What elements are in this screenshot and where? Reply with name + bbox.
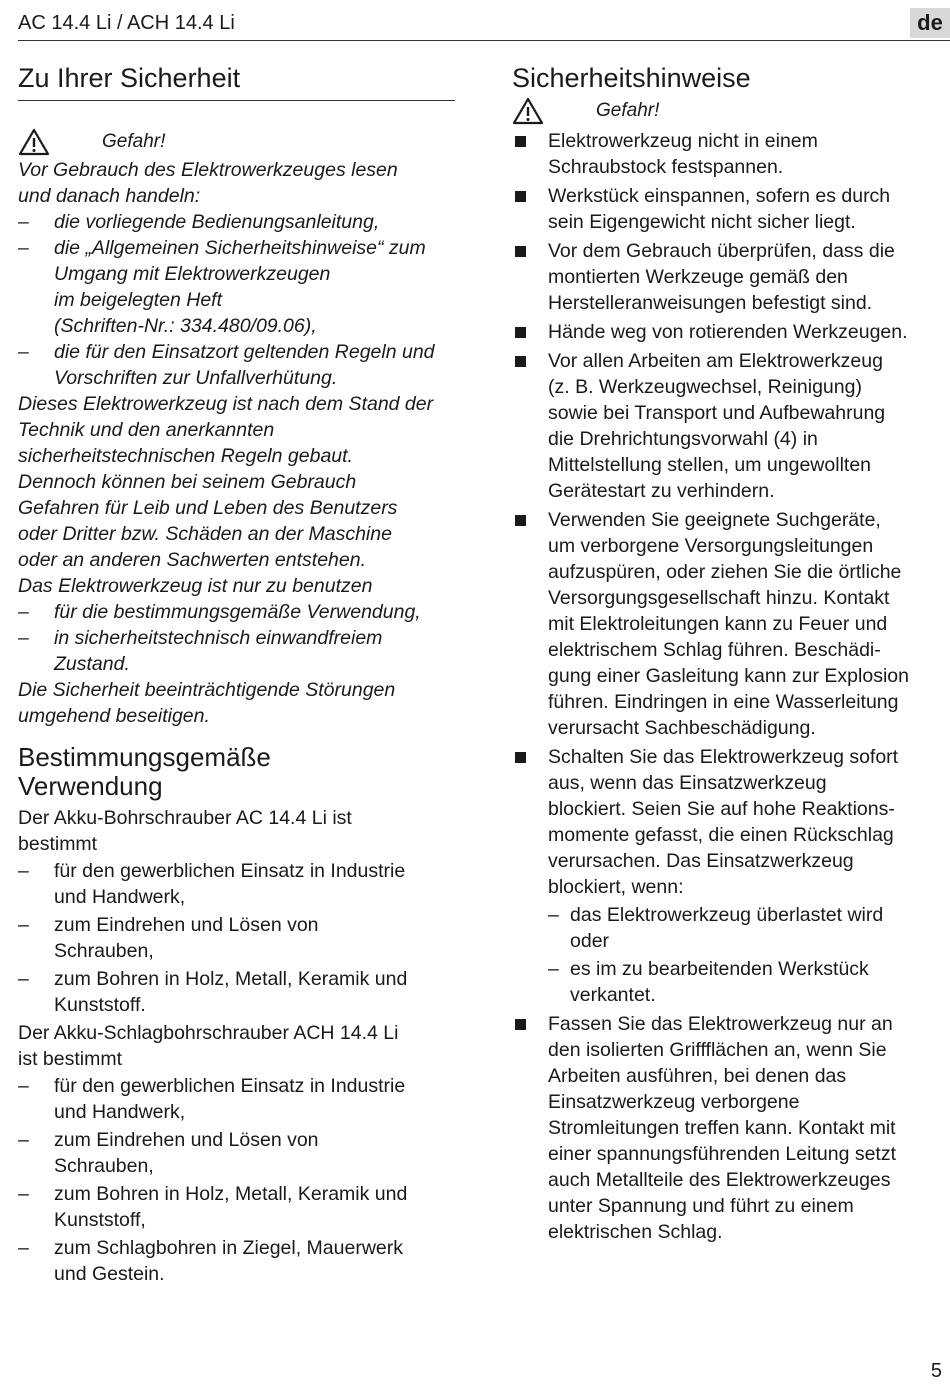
list-item: – zum Bohren in Holz, Metall, Keramik und Kunststoff,: [18, 1181, 455, 1233]
warning-triangle-icon: [512, 97, 544, 125]
list-item: – für den gewerblichen Einsatz in Industrie und Handwerk,: [18, 858, 455, 910]
bullet-square-icon: [515, 136, 526, 147]
warning-row: [512, 96, 948, 126]
blocking-conditions-list: [548, 902, 948, 1008]
warning-row: [18, 127, 455, 157]
bullet-square-icon: [515, 752, 526, 763]
list-item: – die für den Einsatzort geltenden Regeln und Vorschriften zur Unfallverhütung.: [18, 339, 455, 391]
list-item: – für die bestimmungsgemäße Verwendung,: [18, 599, 455, 625]
list-item: Vor dem Gebrauch überprüfen, dass die montierten Werkzeuge gemäß den Herstelleranweisungen befestigt sind.: [512, 238, 948, 316]
list-item: – zum Eindrehen und Lösen von Schrauben,: [18, 1127, 455, 1179]
list-item: Verwenden Sie geeignete Suchgeräte, um verborgene Versorgungsleitungen aufzuspüren, oder ziehen Sie die örtliche Versorgungsgesellschaft hinzu. Kontakt mit Elektroleitungen kann zu Feuer und elektrischem Schlag führen. Beschädi- gung einer Gasleitung kann zur Explosion führen. Eindringen in eine Wasserleitung verursacht Sachbeschädigung.: [512, 507, 948, 741]
list-item: – zum Bohren in Holz, Metall, Keramik und Kunststoff.: [18, 966, 455, 1018]
warning-label: Gefahr!: [102, 131, 166, 152]
read-list: [18, 209, 455, 391]
intended-use-title: Bestimmungsgemäße Verwendung: [18, 742, 271, 801]
warning-label: Gefahr!: [596, 100, 660, 121]
header-title: AC 14.4 Li / ACH 14.4 Li: [18, 12, 235, 34]
list-item: – zum Schlagbohren in Ziegel, Mauerwerk und Gestein.: [18, 1235, 455, 1287]
language-badge: de: [910, 8, 950, 38]
bullet-square-icon: [515, 246, 526, 257]
safety-intro: [18, 157, 455, 729]
bullet-square-icon: [515, 327, 526, 338]
list-item: Werkstück einspannen, sofern es durch sein Eigengewicht nicht sicher liegt.: [512, 183, 948, 235]
list-item: – es im zu bearbeitenden Werkstück verkantet.: [548, 956, 948, 1008]
list-item: Vor allen Arbeiten am Elektrowerkzeug (z. B. Werkzeugwechsel, Reinigung) sowie bei Transport und Aufbewahrung die Drehrichtungsvorwahl (4) in Mittelstellung stellen, um ungewollten Gerätestart zu verhindern.: [512, 348, 948, 504]
bullet-square-icon: [515, 1019, 526, 1030]
ach-intro: Der Akku-Schlagbohrschrauber ACH 14.4 Li ist bestimmt: [18, 1022, 399, 1070]
list-item: – die „Allgemeinen Sicherheitshinweise“ zum Umgang mit Elektrowerkzeugen im beigelegten Heft (Schriften-Nr.: 334.480/09.06),: [18, 235, 455, 339]
intro-text: Vor Gebrauch des Elektrowerkzeuges lesen und danach handeln:: [18, 159, 398, 207]
list-item: – in sicherheitstechnisch einwandfreiem Zustand.: [18, 625, 455, 677]
list-item: Fassen Sie das Elektrowerkzeug nur an den isolierten Griffflächen an, wenn Sie Arbeiten ausführen, bei denen das Einsatzwerkzeug verborgene Stromleitungen treffen kann. Kontakt mit einer spannungsführenden Leitung setzt auch Metallteile des Elektrowerkzeuges unter Spannung und führt zu einem elektrischen Schlag.: [512, 1011, 948, 1245]
list-item: – zum Eindrehen und Lösen von Schrauben,: [18, 912, 455, 964]
list-item: – die vorliegende Bedienungsanleitung,: [18, 209, 455, 235]
bullet-square-icon: [515, 356, 526, 367]
ac-intro: Der Akku-Bohrschrauber AC 14.4 Li ist bestimmt: [18, 807, 352, 855]
list-item: Elektrowerkzeug nicht in einem Schraubstock festspannen.: [512, 128, 948, 180]
usage-conditions-list: [18, 599, 455, 677]
page-number: 5: [930, 1360, 942, 1382]
list-item: Schalten Sie das Elektrowerkzeug sofort aus, wenn das Einsatzwerkzeug blockiert. Seien Sie auf hohe Reaktions- momente gefasst, die einen Rückschlag verursachen. Das Einsatzwerkzeug blockiert, wenn: – das Elektrowerkzeug überlastet wird oder – es im zu bearbeitenden Werkstück verkantet.: [512, 744, 948, 1008]
safety-list: [512, 128, 948, 1245]
list-item: Hände weg von rotierenden Werkzeugen.: [512, 319, 948, 345]
technical-standard-text: Dieses Elektrowerkzeug ist nach dem Stand der Technik und den anerkannten sicherheitstechnischen Regeln gebaut. Dennoch können bei seinem Gebrauch Gefahren für Leib und Leben des Benutzers oder Dritter bzw. Schäden an der Maschine oder an anderen Sachwerten entstehen. Das Elektrowerkzeug ist nur zu benutzen: [18, 393, 434, 597]
safety-instructions-title: Sicherheitshinweise: [512, 63, 751, 93]
page-header: [18, 8, 950, 41]
ach-use-list: [18, 1073, 455, 1287]
ac-use-list: [18, 858, 455, 1018]
fault-removal-text: Die Sicherheit beeinträchtigende Störungen umgehend beseitigen.: [18, 679, 396, 727]
warning-triangle-icon: [18, 128, 50, 156]
left-column: [18, 62, 455, 1287]
section-title-block: [18, 62, 455, 101]
right-column: [512, 62, 948, 1248]
bullet-square-icon: [515, 515, 526, 526]
bullet-square-icon: [515, 191, 526, 202]
section-title: Zu Ihrer Sicherheit: [18, 63, 241, 93]
list-item: – das Elektrowerkzeug überlastet wird oder: [548, 902, 948, 954]
list-item: – für den gewerblichen Einsatz in Industrie und Handwerk,: [18, 1073, 455, 1125]
